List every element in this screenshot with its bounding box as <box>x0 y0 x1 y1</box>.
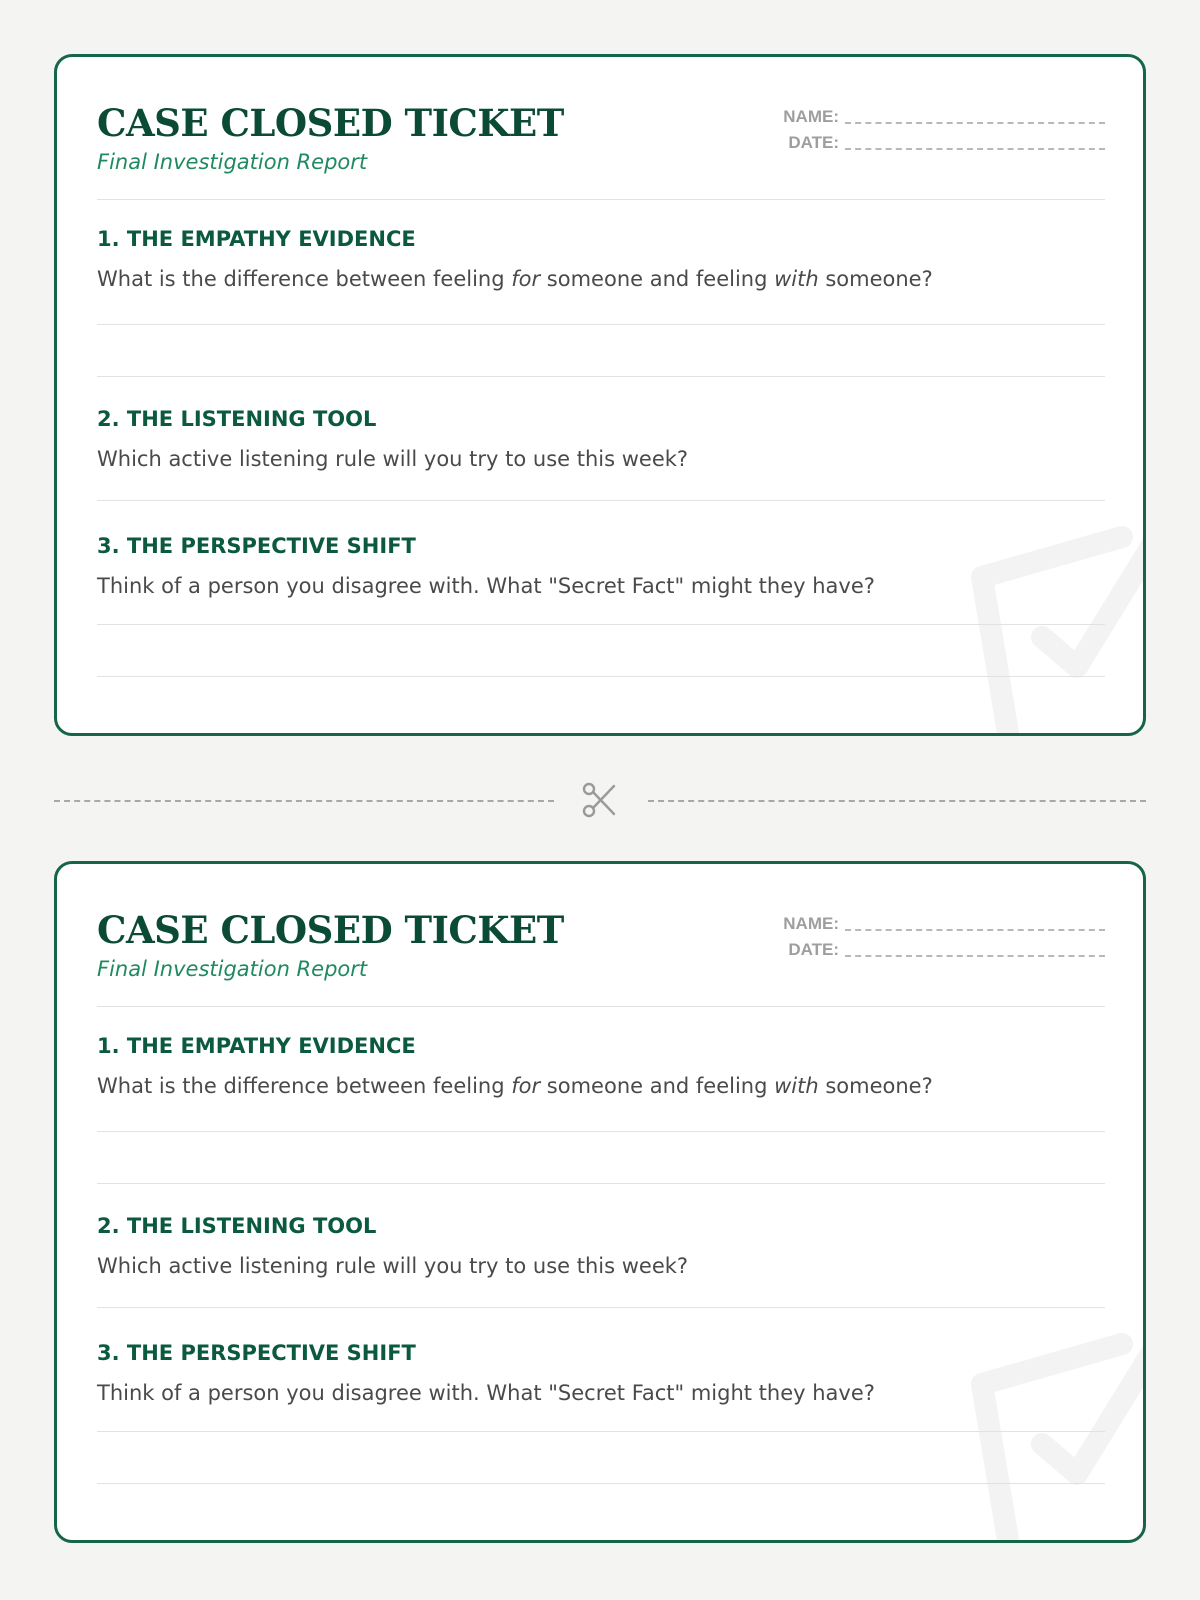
question-3-title: 3. THE PERSPECTIVE SHIFT <box>97 1341 416 1365</box>
header-divider <box>97 1006 1105 1007</box>
answer-line[interactable] <box>97 1431 1105 1432</box>
question-1-title: 1. THE EMPATHY EVIDENCE <box>97 1034 416 1058</box>
answer-line[interactable] <box>97 624 1105 625</box>
ticket-header <box>97 908 1105 982</box>
answer-line[interactable] <box>97 376 1105 377</box>
answer-line[interactable] <box>97 1307 1105 1308</box>
answer-line[interactable] <box>97 1183 1105 1184</box>
date-label: DATE: <box>788 133 839 152</box>
date-field[interactable] <box>775 934 1105 960</box>
date-blank-line[interactable] <box>845 937 1105 957</box>
cut-line-right <box>648 800 1146 802</box>
question-2-text: Which active listening rule will you try to use this week? <box>97 1254 689 1278</box>
answer-line[interactable] <box>97 1131 1105 1132</box>
date-label: DATE: <box>788 940 839 959</box>
question-2-text: Which active listening rule will you try to use this week? <box>97 447 689 471</box>
question-3-text: Think of a person you disagree with. What "Secret Fact" might they have? <box>97 1381 875 1405</box>
ticket-subtitle: Final Investigation Report <box>97 150 368 174</box>
answer-line[interactable] <box>97 324 1105 325</box>
question-1-text: What is the difference between feeling for someone and feeling with someone? <box>97 1074 933 1098</box>
checkbox-watermark-icon <box>957 517 1146 736</box>
name-blank-line[interactable] <box>845 911 1105 931</box>
name-field[interactable] <box>775 101 1105 127</box>
date-field[interactable] <box>775 127 1105 153</box>
ticket-subtitle: Final Investigation Report <box>97 957 368 981</box>
answer-line[interactable] <box>97 1483 1105 1484</box>
answer-line[interactable] <box>97 500 1105 501</box>
name-date-fields <box>775 908 1105 960</box>
question-3-title: 3. THE PERSPECTIVE SHIFT <box>97 534 416 558</box>
header-divider <box>97 199 1105 200</box>
question-1-title: 1. THE EMPATHY EVIDENCE <box>97 227 416 251</box>
date-blank-line[interactable] <box>845 130 1105 150</box>
name-label: NAME: <box>783 107 839 126</box>
question-2-title: 2. THE LISTENING TOOL <box>97 407 377 431</box>
ticket-top <box>54 54 1146 736</box>
question-1-text: What is the difference between feeling for someone and feeling with someone? <box>97 267 933 291</box>
question-3-text: Think of a person you disagree with. What "Secret Fact" might they have? <box>97 574 875 598</box>
cut-line-left <box>54 800 554 802</box>
name-field[interactable] <box>775 908 1105 934</box>
ticket-title: CASE CLOSED TICKET <box>97 908 564 952</box>
ticket-title: CASE CLOSED TICKET <box>97 101 564 145</box>
name-date-fields <box>775 101 1105 153</box>
scissors-icon <box>580 780 620 820</box>
question-2-title: 2. THE LISTENING TOOL <box>97 1214 377 1238</box>
name-blank-line[interactable] <box>845 104 1105 124</box>
ticket-bottom <box>54 861 1146 1543</box>
ticket-header <box>97 101 1105 175</box>
answer-line[interactable] <box>97 676 1105 677</box>
name-label: NAME: <box>783 914 839 933</box>
checkbox-watermark-icon <box>957 1324 1146 1543</box>
